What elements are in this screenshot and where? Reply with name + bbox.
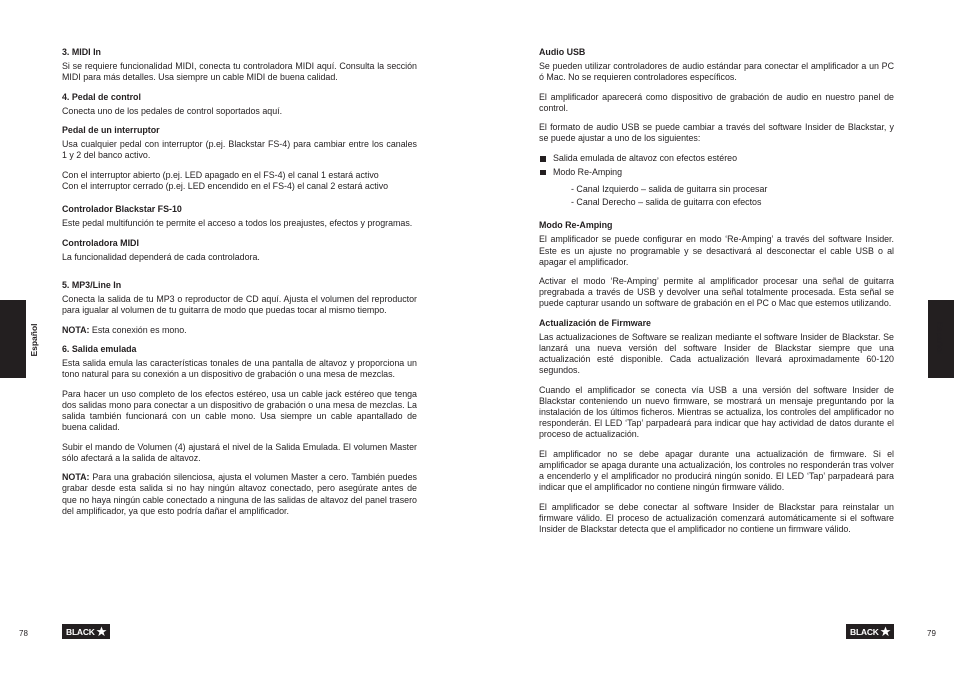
left-column <box>62 47 417 525</box>
paragraph: Para hacer un uso completo de los efectos estéreo, usa un cable jack estéreo que tenga dos salidas mono para conectar a un dispositivo de grabación o una mesa de mezclas. La salida también funcionará con un cable mono. Usa siempre un cable apantallado de buena calidad. <box>62 388 417 433</box>
switch-closed-line: Con el interruptor cerrado (p.ej. LED encendido en el FS-4) el canal 2 estará activo <box>62 181 389 192</box>
paragraph: Este pedal multifunción te permite el acceso a todos los preajustes, efectos y programas. <box>62 218 413 229</box>
heading-fs10: Controlador Blackstar FS-10 <box>62 204 182 215</box>
heading-usb-audio: Audio USB <box>539 47 586 57</box>
paragraph: Conecta uno de los pedales de control soportados aquí. <box>62 105 283 116</box>
logo-text: BLACK <box>850 626 879 637</box>
star-icon <box>96 626 107 637</box>
paragraph: Conecta la salida de tu MP3 o reproductor de CD aquí. Ajusta el volumen del reproductor para igualar al volumen de tu guitarra de modo que puedas tocar al mismo tiempo. <box>62 293 417 315</box>
list-item: Modo Re-Amping <box>539 167 894 178</box>
heading-midi-in: 3. MIDI In <box>62 47 101 57</box>
heading-pedal: 4. Pedal de control <box>62 91 141 102</box>
logo-text: BLACK <box>66 626 95 637</box>
paragraph: Si se requiere funcionalidad MIDI, conecta tu controladora MIDI aquí. Consulta la sección MIDI para más detalles. Usa siempre un cable MIDI de buena calidad. <box>62 61 417 83</box>
heading-firmware: Actualización de Firmware <box>539 318 651 328</box>
list-item: Salida emulada de altavoz con efectos estéreo <box>539 153 894 164</box>
side-label-left: Español <box>29 323 39 357</box>
paragraph: El amplificador aparecerá como dispositivo de grabación de audio en nuestro panel de control. <box>539 91 894 113</box>
paragraph: Activar el modo ‘Re-Amping’ permite al amplificador procesar una señal de guitarra pregrabada a través de USB y devolver una señal totalmente procesada. Esta señal se puede capturar usando un software de grabación en el PC o Mac que estemos utilizando. <box>539 276 894 309</box>
right-column <box>539 47 894 544</box>
note <box>62 472 417 516</box>
sub-item-left-channel: - Canal Izquierdo – salida de guitarra sin procesar <box>571 183 768 194</box>
side-tab-left <box>0 300 26 378</box>
switch-open-line: Con el interruptor abierto (p.ej. LED apagado en el FS-4) el canal 1 estará activo <box>62 169 379 180</box>
heading-mp3-line-in: 5. MP3/Line In <box>62 279 122 290</box>
paragraph: Cuando el amplificador se conecta vía USB a una versión del software Insider de Blackstar conteniendo un nuevo firmware, se mostrará un mensaje preguntando por la instalación de los últimos ficheros. Mientras se actualiza, los controles del amplificador no responderán. El LED ‘Tap’ parpadeará para indicar que hay actividad de datos durante el proceso de actualización. <box>539 384 894 440</box>
paragraph: Se pueden utilizar controladores de audio estándar para conectar el amplificador a un PC ó Mac. No se requieren controladores específicos. <box>539 61 894 83</box>
paragraph: Subir el mando de Volumen (4) ajustará el nivel de la Salida Emulada. El volumen Master sólo afectará a la salida de altavoz. <box>62 441 417 463</box>
paragraph: Usa cualquier pedal con interruptor (p.ej. Blackstar FS-4) para cambiar entre los canales 1 y 2 del banco activo. <box>62 139 417 161</box>
paragraph: El amplificador se puede configurar en modo ‘Re-Amping’ a través del software Insider. Este es un ajuste no programable y se desactivará al desconectar el cable USB o al apagar el amplificador. <box>539 234 894 267</box>
heading-midi-controller: Controladora MIDI <box>62 237 139 248</box>
paragraph: Las actualizaciones de Software se realizan mediante el software Insider de Blackstar. Se lanzará una nueva versión del software Insider de Blackstar siempre que una actualización esté disponible. Cada actualización llevará aproximadamente 60-120 segundos. <box>539 332 894 376</box>
paragraph <box>62 170 417 192</box>
usb-format-list <box>539 153 894 178</box>
sub-item-right-channel: - Canal Derecho – salida de guitarra con efectos <box>571 197 762 208</box>
star-icon <box>880 626 891 637</box>
page-number-right: 79 <box>927 629 936 638</box>
paragraph: El amplificador no se debe apagar durante una actualización de firmware. Si el amplificador se apaga durante una actualización, los controles no responderán tras volver a encenderlo y el amplificador no producirá ningún sonido. El LED ‘Tap’ parpadeará para indicar que el amplificador no contiene ningún firmware válido. <box>539 448 894 493</box>
note-label: NOTA: <box>62 472 90 483</box>
note-label: NOTA: <box>62 324 90 335</box>
paragraph: El amplificador se debe conectar al software Insider de Blackstar para reinstalar un firmware válido. El proceso de actualización comenzará automáticamente si el software Insider de Blackstar detecta que el amplificador no contiene un firmware válido. <box>539 501 894 534</box>
paragraph: Esta salida emula las características tonales de una pantalla de altavoz y proporciona un tono natural para su conexión a un dispositivo de grabación o una mesa de mezclas. <box>62 358 417 380</box>
blackstar-logo-right <box>846 624 894 639</box>
heading-switch-pedal: Pedal de un interruptor <box>62 125 160 136</box>
paragraph: La funcionalidad dependerá de cada controladora. <box>62 251 260 262</box>
side-label-right: Español <box>935 321 945 355</box>
note-text: Esta conexión es mono. <box>89 324 187 335</box>
page-number-left: 78 <box>19 629 28 638</box>
blackstar-logo-left <box>62 624 110 639</box>
note-text: Para una grabación silenciosa, ajusta el volumen Master a cero. También puedes grabar desde esta salida si no hay ningún altavoz conectado, pero asegúrate antes de que no haya ningún cable conectado a ninguna de las salidas de altavoz del panel trasero del amplificador, ya que esto podría dañar el amplificador. <box>62 472 417 516</box>
paragraph: El formato de audio USB se puede cambiar a través del software Insider de Blackstar, y se puede ajustar a uno de los siguientes: <box>539 122 894 144</box>
heading-reamp: Modo Re-Amping <box>539 220 613 231</box>
note <box>62 325 417 336</box>
heading-emulated-output: 6. Salida emulada <box>62 344 137 355</box>
